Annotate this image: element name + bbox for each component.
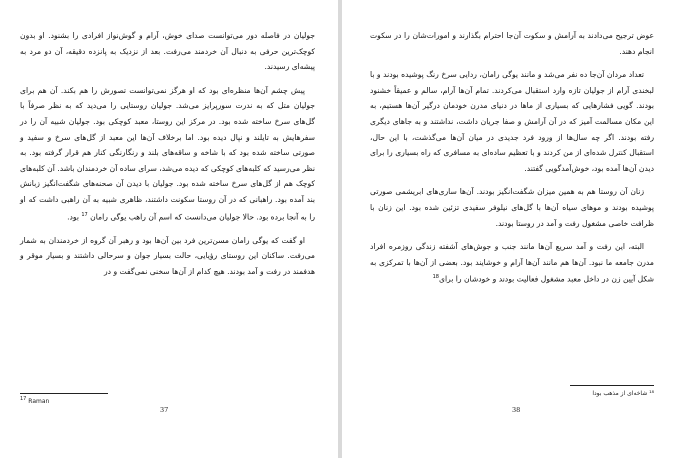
right-paragraph-4-text: البته، این رفت و آمد سریع آن‌ها مانند جنب و جوش‌های آشفته زندگی روزمره افراد مدرن جامعه ما نبود. آن‌ها هم مانند آن‌ها آرام و خوشایند بود. بعضی از آن‌ها با تمرکزی به شکل آیین زن در داخل معبد مشغول فعالیت بودند و خودشان را برای	[370, 242, 654, 284]
footnote-text: Raman	[28, 398, 50, 405]
footnote-rule	[570, 385, 654, 386]
left-paragraph-2-tail: بود.	[67, 212, 79, 222]
left-paragraph-3: او گفت که یوگی رامان مسن‌ترین فرد بین آن‌ها بود و رهبر آن گروه از خردمندان به شمار می‌رفت. ساکنان این روستای رؤیایی، حالت بسیار جوان و سرحالی داشتند و بسیار موقر و هدفمند در رفت و آمد بودند. هیچ کدام از آن‌ها سخنی نمی‌گفت و در	[20, 235, 315, 276]
footnote: ¹⁸ شاخه‌ای از مذهب بودا	[592, 390, 654, 397]
left-page	[0, 0, 338, 458]
left-paragraph-1: جولیان در فاصله دور می‌توانست صدای خوش، آرام و گوش‌نواز افرادی را بشنود. او بدون کوچک‌ترین حرفی به دنبال آن خردمند می‌رفت. بعد از نزدیک به پانزده دقیقه، آن دو مرد به پیشه‌ای رسیدند.	[20, 31, 315, 72]
right-paragraph-1: عوض ترجیح می‌دادند به آرامش و سکوت آن‌جا احترام بگذارند و امورات‌شان را در سکوت انجام دهند.	[370, 31, 654, 56]
right-page-body	[370, 28, 654, 295]
left-paragraph-2-text: پیش چشم آن‌ها منظره‌ای بود که او هرگز نمی‌توانست تصورش را هم بکند. آن هم برای جولیان متل که به ندرت سورپرایز می‌شد. جولیان روستایی را می‌دید که به نظر صرفاً با گل‌های سرخ ساخته شده بود. در مرکز این روستا، معبد کوچکی بود. جولیان شبیه آن را در سفرهایش به تایلند و نپال دیده بود. اما برخلاف آن‌ها این معبد از گل‌های سرخ و سفید و صورتی ساخته شده بود که با شاخه و ساقه‌های بلند و رنگارنگی کنار هم قرار گرفته بود. به نظر می‌رسید که کلبه‌های کوچکی که دیده می‌شد، سرای ساده آن خردمندان باشد. آن کلبه‌های کوچک هم از گل‌های سرخ ساخته شده بود. جولیان با دیدن آن صحنه‌های شگفت‌انگیز زبانش بند آمده بود. راهبانی که در آن روستا سکونت داشتند، ظاهری شبیه به آن راهبی داشت که او را به آنجا برده بود. حالا جولیان می‌دانست که اسم آن راهب یوگی رامان	[20, 85, 315, 222]
right-paragraph-4	[370, 239, 654, 287]
footnote-rule	[20, 393, 108, 394]
right-paragraph-2: تعداد مردان آن‌جا ده نفر می‌شد و مانند یوگی رامان، ردایی سرخ رنگ پوشیده بودند و با لبخندی آرام از جولیان تازه وارد استقبال می‌کردند. تمام آن‌ها آرام، سالم و عمیقاً خشنود بودند. گویی فشارهایی که بسیاری از ماها در دنیای مدرن خودمان درگیر آن‌ها هستیم، به این مکان مسالمت آمیز که در آن آرامش و صفا جریان داشت، نداشتند و به جاهای دیگری رفته بودند. اگر چه سال‌ها از ورود فرد جدیدی در میان آن‌ها می‌گذشت، با این حال، استقبال کنترل شده‌ای از من کردند و با تعظیم ساده‌ای به مسافری که راه بسیاری را برای دیدن آن‌ها آمده بود، خوش‌آمدگویی گفتند.	[370, 70, 654, 173]
footnote	[20, 396, 49, 405]
page-number: 37	[160, 406, 169, 414]
left-paragraph-2	[20, 83, 315, 225]
right-page	[342, 0, 682, 458]
right-paragraph-3: زنان آن روستا هم به همین میزان شگفت‌انگیز بودند. آن‌ها ساری‌های ابریشمی صورتی پوشیده بودند و موهای سیاه آن‌ها با گل‌های نیلوفر سفیدی تزئین شده بود. این زنان با ظرافت خاصی مشغول رفت و آمد در روستا بودند.	[370, 187, 654, 228]
page-number: 38	[512, 406, 521, 414]
footnote-marker: 17	[81, 211, 88, 218]
footnote-number: 17	[20, 396, 27, 402]
footnote-marker: 18	[432, 274, 439, 281]
left-page-body	[20, 28, 315, 287]
